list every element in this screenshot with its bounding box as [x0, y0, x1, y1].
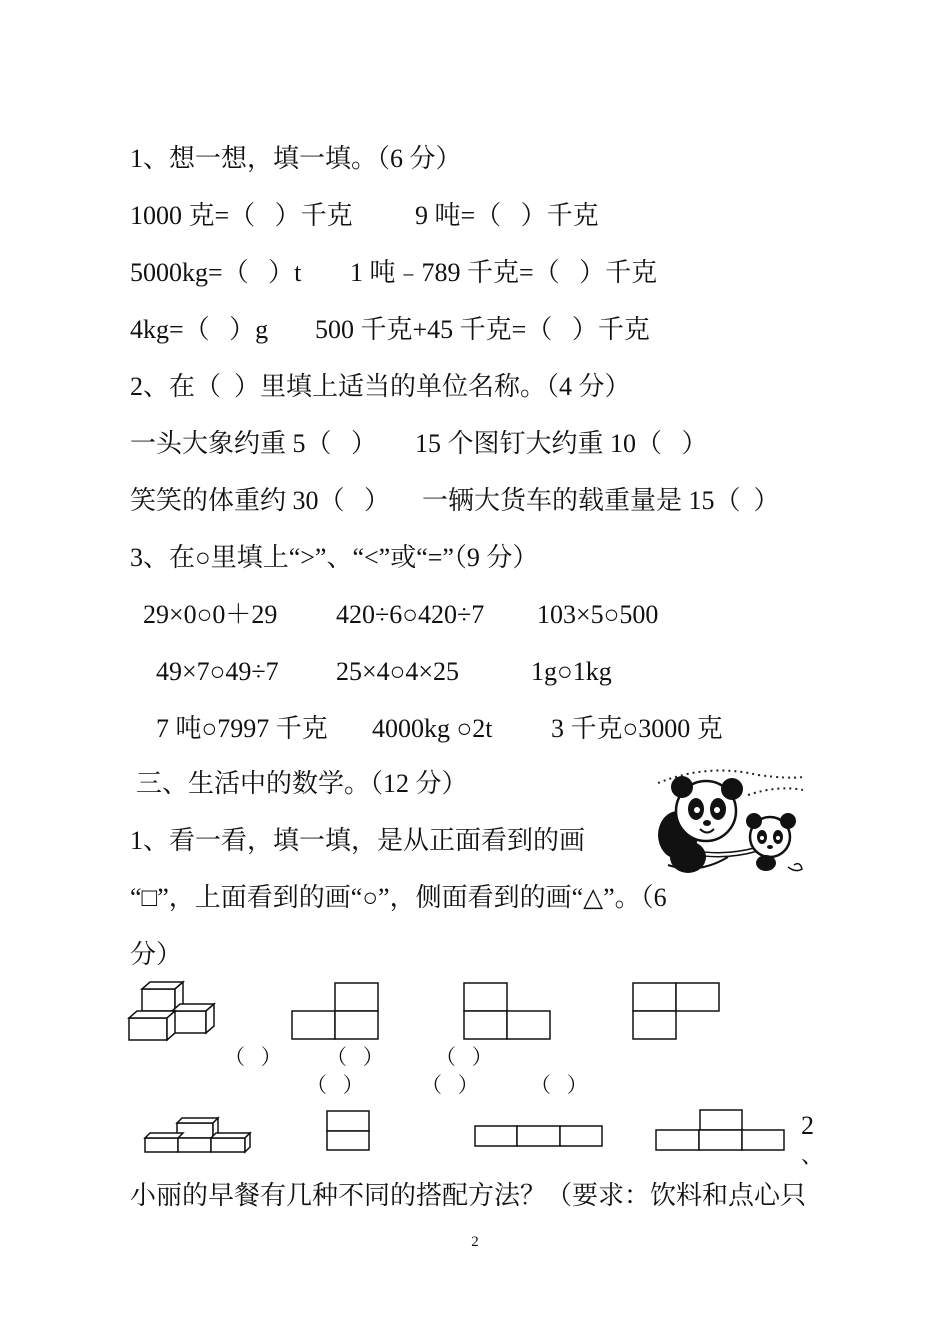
page-number: 2 [471, 1234, 479, 1250]
q3-row3-item: 3 千克○3000 克 [551, 714, 723, 743]
view-figure-5 [474, 1125, 606, 1149]
cube-row-figure [144, 1115, 252, 1155]
q2-row2-b: 一辆大货车的载重量是 15（ ） [422, 486, 780, 515]
q3-row2-item: 1g○1kg [531, 657, 612, 686]
panda-illustration-icon [648, 765, 810, 885]
q1-row2-a: 5000kg=（ ）t [130, 258, 302, 287]
q2-row1-a: 一头大象约重 5（ ） [130, 429, 378, 458]
q3-row1-item: 103×5○500 [537, 600, 659, 629]
section3-q1-line3: 分） [130, 940, 183, 969]
view-figure-3 [632, 982, 722, 1042]
answer-blank[interactable]: （ ） [326, 1045, 384, 1069]
answer-blank[interactable]: （ ） [530, 1073, 588, 1097]
q1-row3-a: 4kg=（ ）g [130, 315, 269, 344]
section3-q2-line1: 小丽的早餐有几种不同的搭配方法？（要求：饮料和点心只 [130, 1181, 807, 1210]
q3-title: 3、在○里填上“>”、“<”或“=”（9 分） [130, 543, 539, 572]
q2-title: 2、在（ ）里填上适当的单位名称。（4 分） [130, 372, 631, 401]
cube-arrangement-figure [128, 982, 220, 1042]
view-figure-1 [291, 982, 381, 1042]
answer-blank[interactable]: （ ） [306, 1073, 364, 1097]
answer-blank[interactable]: （ ） [435, 1045, 493, 1069]
answer-blank[interactable]: （ ） [224, 1045, 282, 1069]
q3-row1-item: 29×0○0＋29 [143, 600, 278, 629]
q3-row1-item: 420÷6○420÷7 [336, 600, 485, 629]
view-figure-2 [463, 982, 553, 1042]
q3-row2-item: 25×4○4×25 [336, 657, 460, 686]
q2-row1-b: 15 个图钉大约重 10（ ） [415, 429, 708, 458]
q1-row3-b: 500 千克+45 千克=（ ）千克 [315, 315, 650, 344]
section3-q2-number: 2 [801, 1111, 814, 1140]
q3-row3-item: 4000kg ○2t [372, 714, 493, 743]
q3-row3-item: 7 吨○7997 千克 [156, 714, 328, 743]
q1-row2-b: 1 吨﹣789 千克=（ ）千克 [350, 258, 658, 287]
q1-row1-a: 1000 克=（ ）千克 [130, 201, 353, 230]
view-figure-4 [326, 1110, 372, 1152]
section3-q2-mark: 、 [801, 1143, 824, 1168]
q3-row2-item: 49×7○49÷7 [156, 657, 279, 686]
section3-title: 三、生活中的数学。（12 分） [136, 769, 468, 798]
q1-row1-b: 9 吨=（ ）千克 [415, 201, 599, 230]
section3-q1-line1: 1、看一看，填一填，是从正面看到的画 [130, 826, 586, 855]
section3-q1-line2: “□”，上面看到的画“○”，侧面看到的画“△”。（6 [130, 883, 667, 912]
view-figure-6 [655, 1109, 787, 1153]
answer-blank[interactable]: （ ） [421, 1073, 479, 1097]
q2-row2-a: 笑笑的体重约 30（ ） [130, 486, 391, 515]
q1-title: 1、想一想，填一填。（6 分） [130, 144, 462, 173]
